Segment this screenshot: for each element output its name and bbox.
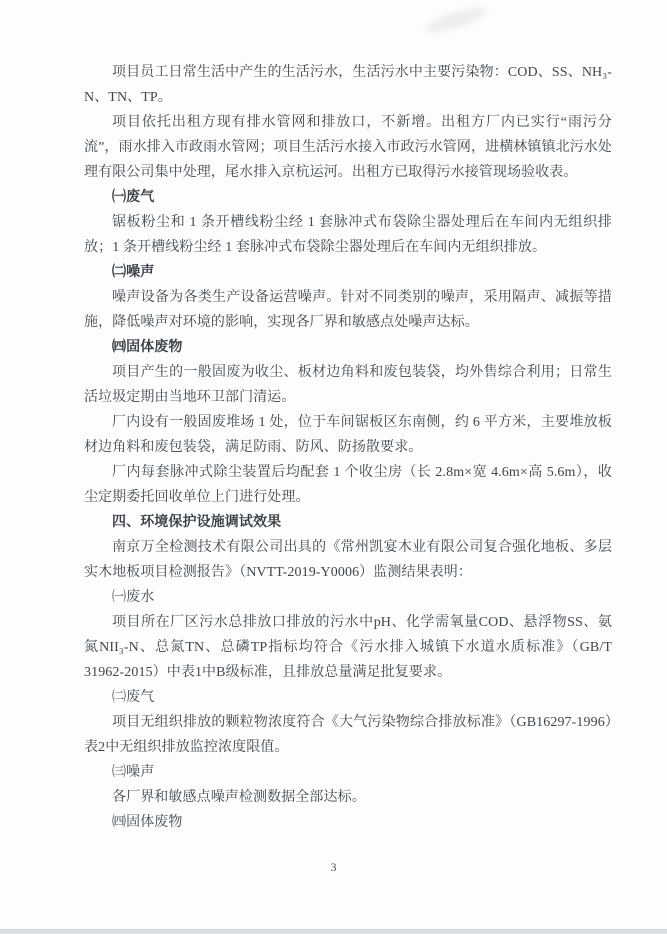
paragraph: 项目依托出租方现有排水管网和排放口，不新增。出租方厂内已实行“雨污分流”，雨水排入市政雨水管网；项目生活污水接入市政污水管网，进横林镇镇北污水处理有限公司集中处理，尾水排入京杭运河。出租方已取得污水接管现场验收表。: [84, 115, 613, 180]
paragraph: 厂内每套脉冲式除尘装置后均配套 1 个收尘房（长 2.8m×宽 4.6m×高 5.6m），收尘定期委托回收单位上门进行处理。: [84, 465, 612, 505]
paragraph: ㈡废气: [112, 690, 155, 705]
section-heading: ㈡噪声: [112, 265, 155, 280]
paragraph: 厂内设有一般固废堆场 1 处，位于车间锯板区东南侧，约 6 平方米，主要堆放板材边角料和废包装袋，满足防雨、防风、防扬散要求。: [84, 415, 612, 455]
paragraph: 噪声设备为各类生产设备运营噪声。针对不同类别的噪声，采用隔声、减振等措施，降低噪声对环境的影响，实现各厂界和敏感点处噪声达标。: [84, 290, 612, 330]
paragraph: 项目无组织排放的颗粒物浓度符合《大气污染物综合排放标准》（GB16297-1996）表2中无组织排放监控浓度限值。: [84, 715, 612, 755]
paragraph: 南京万全检测技术有限公司出具的《常州凯宴木业有限公司复合强化地板、多层实木地板项目检测报告》（NVTT-2019-Y0006）监测结果表明：: [84, 540, 612, 580]
document-body: [84, 60, 612, 835]
paragraph: 项目员工日常生活中产生的生活污水，生活污水中主要污染物：COD、SS、NH₃-N、TN、TP。: [84, 65, 612, 105]
page-number: 3: [330, 860, 337, 874]
paragraph: ㈠废水: [112, 590, 155, 605]
paragraph: 项目产生的一般固废为收尘、板材边角料和废包装袋，均外售综合利用；日常生活垃圾定期由当地环卫部门清运。: [84, 365, 612, 405]
paragraph: ㈢噪声: [112, 765, 155, 780]
paragraph: 项目所在厂区污水总排放口排放的污水中pH、化学需氧量COD、悬浮物SS、氨氮NII₃-N、总氮TN、总磷TP指标均符合《污水排入城镇下水道水质标准》（GB/T 31962-2015）中表1中B级标准，且排放总量满足批复要求。: [84, 615, 612, 680]
section-heading: ㈣固体废物: [112, 340, 183, 355]
scan-edge-strip: [0, 929, 667, 934]
scan-artifact: [423, 3, 489, 38]
paragraph: ㈣固体废物: [112, 815, 183, 830]
paragraph: 各厂界和敏感点噪声检测数据全部达标。: [112, 790, 366, 805]
section-heading: ㈠废气: [112, 190, 155, 205]
paragraph: 锯板粉尘和 1 条开槽线粉尘经 1 套脉冲式布袋除尘器处理后在车间内无组织排放；1 条开槽线粉尘经 1 套脉冲式布袋除尘器处理后在车间内无组织排放。: [84, 215, 612, 255]
section-heading: 四、环境保护设施调试效果: [112, 515, 282, 530]
